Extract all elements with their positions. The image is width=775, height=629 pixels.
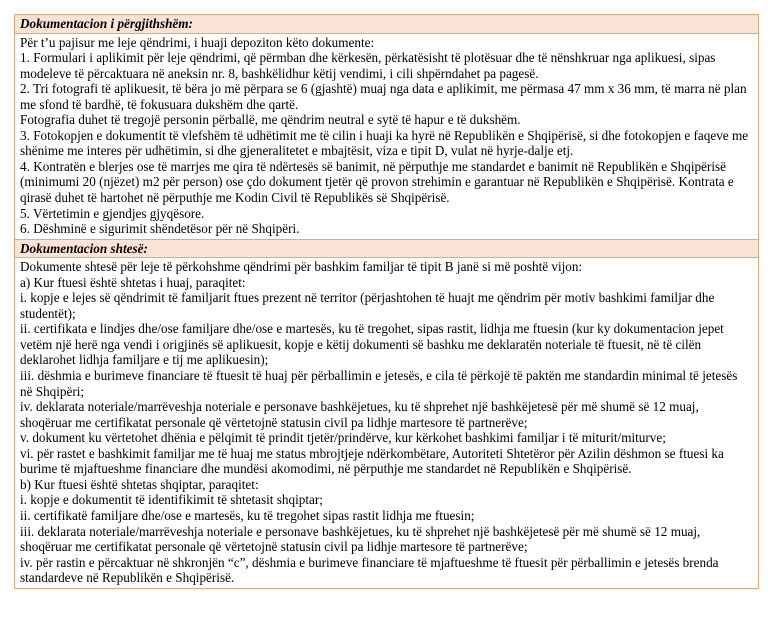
additional-b-item-iv: iv. për rastin e përcaktuar në shkronjën “c”, dëshmia e burimeve financiare të mjaftueshme të ftuesit për përballimin e jetesës brenda standardeve në Republikën e Shqipërisë.: [20, 554, 719, 586]
additional-a-item-ii: ii. certifikata e lindjes dhe/ose familjare dhe/ose e martesës, ku të tregohet, sipas rastit, lidhja me ftuesin (kur ky dokumentacion jepet vetëm një herë nga vendi i origjinës së aplikuesit, kopje e këtij dokumenti së bashku me deklaratën noteriale të ftuesit, në të cilën deklarohet lidhja familjare e tij me aplikuesin);: [20, 321, 724, 368]
general-section-body: [15, 33, 759, 239]
general-section-title: Dokumentacion i përgjithshëm:: [15, 15, 759, 34]
general-item-3: 3. Fotokopjen e dokumentit të vlefshëm të udhëtimit me të cilin i huaji ka hyrë në Republikën e Shqipërisë, si dhe fotokopjen e faqeve me shënime me interes për udhëtimin, si dhe gjeneralitetet e mbajtësit, viza e tipit D, vulat në hyrje-dalje etj.: [20, 127, 749, 159]
general-item-2: 2. Tri fotografi të aplikuesit, të bëra jo më përpara se 6 (gjashtë) muaj nga data e aplikimit, me përmasa 47 mm x 36 mm, të marra në plan me sfond të bardhë, të fokusuara dukshëm dhe qartë.: [20, 81, 747, 112]
additional-a-item-vi: vi. për rastet e bashkimit familjar me të huaj me status mbrojtjeje ndërkombëtare, Autoriteti Shtetëror për Azilin dëshmon se ftuesi ka burime të mjaftueshme financiare dhe mundësi akomodimi, në përputhje me standardet në Republikën e Shqipërisë.: [20, 445, 724, 477]
general-item-6: 6. Dëshminë e sigurimit shëndetësor për në Shqipëri.: [20, 221, 300, 237]
general-item-4: 4. Kontratën e blerjes ose të marrjes me qira të ndërtesës së banimit, në përputhje me standardet e banimit në Republikën e Shqipërisë (minimumi 20 (njëzet) m2 për person) ose çdo dokument tjetër që provon strehimin e garantuar në Republikën e Shqipërisë. Kontrata e qirasë duhet të hartohet në përputhje me Kodin Civil të Republikës së Shqipërisë.: [20, 158, 734, 206]
general-item-1: 1. Formulari i aplikimit për leje qëndrimi, që përmban dhe kërkesën, përkatësisht të plotësuar dhe të nënshkruar nga aplikuesi, sipas modeleve të përcaktuara në aneksin nr. 8, bashkëlidhur këtij vendimi, i cili shpërndahet pa pagesë.: [20, 50, 716, 81]
general-photo-note: Fotografia duhet të tregojë personin përballë, me qëndrim neutral e sytë të hapur e të dukshëm.: [20, 112, 521, 128]
additional-case-b-heading: b) Kur ftuesi është shtetas shqiptar, paraqitet:: [20, 476, 259, 492]
additional-a-item-iii: iii. dëshmia e burimeve financiare të ftuesit të huaj për përballimin e jetesës, e cila të përkojë të paktën me standardin minimal të jetesës në Shqipëri;: [20, 368, 738, 399]
additional-a-item-i: i. kopje e lejes së qëndrimit të familjarit ftues prezent në territor (përjashtohen të huajt me qëndrim për motiv bashkimi familjar dhe studentët);: [20, 290, 715, 321]
additional-section-title: Dokumentacion shtesë:: [15, 239, 759, 258]
additional-b-item-ii: ii. certifikatë familjare dhe/ose e martesës, ku të tregohet sipas rastit lidhja me ftuesin;: [20, 507, 475, 523]
additional-b-item-i: i. kopje e dokumentit të identifikimit të shtetasit shqiptar;: [20, 492, 323, 508]
additional-intro: Dokumente shtesë për leje të përkohshme qëndrimi për bashkim familjar të tipit B janë si më poshtë vijon:: [20, 259, 583, 275]
additional-b-item-iii: iii. deklarata noteriale/marrëveshja noteriale e personave bashkëjetues, ku të shprehet një bashkëjetesë për më shumë së 12 muaj, shoqëruar me certifikatat personale që vërtetojnë statusin civil pa lidhje martesore të partnerëve;: [20, 523, 701, 555]
general-intro: Për t’u pajisur me leje qëndrimi, i huaji depoziton këto dokumente:: [20, 34, 375, 50]
additional-a-item-iv: iv. deklarata noteriale/marrëveshja noteriale e personave bashkëjetues, ku të shprehet një bashkëjetesë për më shumë së 12 muaj, shoqëruar me certifikatat personale që vërtetojnë statusin civil pa lidhje martesore të partnerëve;: [20, 399, 699, 430]
additional-case-a-heading: a) Kur ftuesi është shtetas i huaj, paraqitet:: [20, 274, 246, 290]
document-table: [14, 14, 759, 589]
general-item-5: 5. Vërtetimin e gjendjes gjyqësore.: [20, 205, 205, 221]
additional-section-body: [15, 258, 759, 588]
additional-a-item-v: v. dokument ku vërtetohet dhënia e pëlqimit të prindit tjetër/prindërve, kur kërkohet bashkimi familjar i të miturit/miturve;: [20, 430, 666, 446]
